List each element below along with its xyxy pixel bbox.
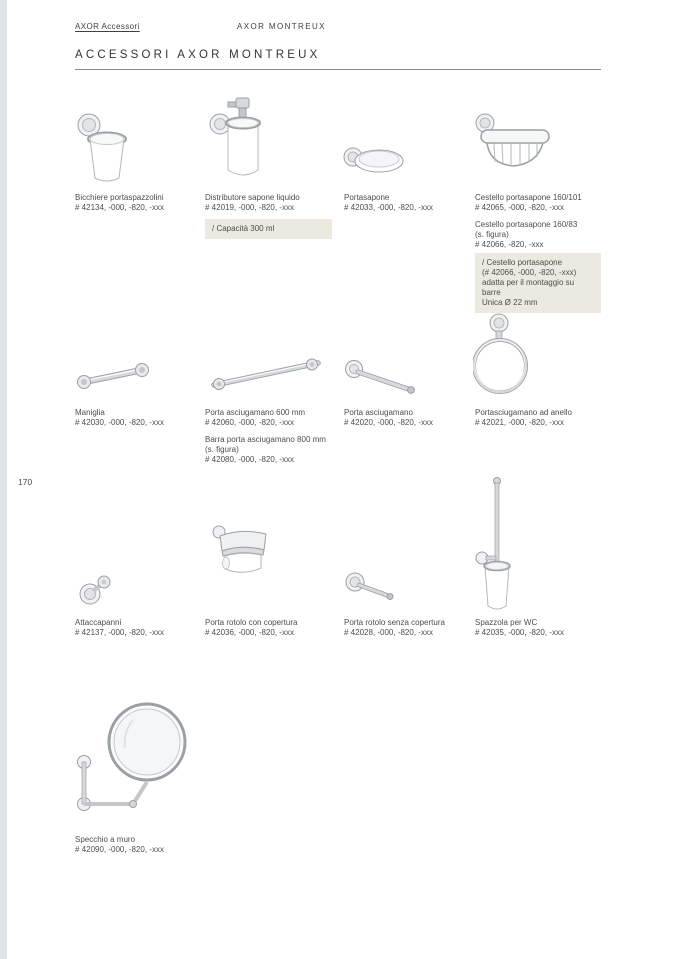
caption-towel-bar xyxy=(205,408,337,428)
product-name: Cestello portasapone 160/101 xyxy=(475,193,582,202)
product-name: Portasciugamano ad anello xyxy=(475,408,572,417)
product-sku: # 42035, -000, -820, -xxx xyxy=(475,628,564,637)
product-sku: # 42019, -000, -820, -xxx xyxy=(205,203,294,212)
breadcrumb-series: AXOR Accessori xyxy=(75,22,140,31)
note-capacity xyxy=(205,219,332,239)
product-sku: # 42028, -000, -820, -xxx xyxy=(344,628,433,637)
caption-wall-mirror xyxy=(75,835,207,855)
product-name: Bicchiere portaspazzolini xyxy=(75,193,164,202)
note-capacity-text: / Capacità 300 ml xyxy=(212,224,275,233)
breadcrumb-collection: AXOR MONTREUX xyxy=(237,22,326,31)
towel-ring-image xyxy=(473,312,528,402)
page-number: 170 xyxy=(18,477,33,487)
product-variant-note: (s. figura) xyxy=(475,230,509,239)
product-name: Porta rotolo senza copertura xyxy=(344,618,445,627)
product-sku: # 42065, -000, -820, -xxx xyxy=(475,203,564,212)
product-name: Maniglia xyxy=(75,408,105,417)
product-variant-name: Cestello portasapone 160/83 xyxy=(475,220,578,229)
product-sku: # 42137, -000, -820, -xxx xyxy=(75,628,164,637)
note-cestello xyxy=(475,253,601,313)
product-name: Spazzola per WC xyxy=(475,618,538,627)
product-sku: # 42036, -000, -820, -xxx xyxy=(205,628,294,637)
note-cestello-line: (# 42066, -000, -820, -xxx) xyxy=(482,268,577,277)
product-variant-note: (s. figura) xyxy=(205,445,239,454)
product-name: Porta rotolo con copertura xyxy=(205,618,298,627)
caption-towel-holder xyxy=(344,408,476,428)
caption-toilet-brush xyxy=(475,618,607,638)
caption-soap-basket xyxy=(475,193,607,213)
caption-soap-basket-variant xyxy=(475,220,607,250)
product-sku: # 42021, -000, -820, -xxx xyxy=(475,418,564,427)
note-cestello-line: Unica Ø 22 mm xyxy=(482,298,538,307)
caption-paper-holder-open xyxy=(344,618,476,638)
soap-dish-image xyxy=(343,136,405,186)
caption-tumbler-holder xyxy=(75,193,207,213)
grab-bar-image xyxy=(76,358,151,393)
title-rule xyxy=(75,69,601,70)
paper-holder-open-image xyxy=(343,566,398,612)
product-name: Specchio a muro xyxy=(75,835,136,844)
product-sku: # 42060, -000, -820, -xxx xyxy=(205,418,294,427)
product-sku: # 42030, -000, -820, -xxx xyxy=(75,418,164,427)
tumbler-holder-image xyxy=(76,108,136,186)
caption-soap-dish xyxy=(344,193,476,213)
product-sku: # 42033, -000, -820, -xxx xyxy=(344,203,433,212)
soap-basket-image xyxy=(473,112,553,182)
product-sku: # 42020, -000, -820, -xxx xyxy=(344,418,433,427)
caption-grab-bar xyxy=(75,408,207,428)
product-name: Porta asciugamano 600 mm xyxy=(205,408,306,417)
product-name: Attaccapanni xyxy=(75,618,122,627)
note-cestello-line: / Cestello portasapone xyxy=(482,258,563,267)
product-sku: # 42090, -000, -820, -xxx xyxy=(75,845,164,854)
wall-mirror-image xyxy=(75,700,190,828)
product-variant-name: Barra porta asciugamano 800 mm xyxy=(205,435,326,444)
robe-hook-image xyxy=(77,568,115,612)
towel-holder-image xyxy=(343,356,418,401)
caption-robe-hook xyxy=(75,618,207,638)
caption-towel-bar-variant xyxy=(205,435,337,465)
toilet-brush-image xyxy=(475,476,517,616)
caption-towel-ring xyxy=(475,408,607,428)
product-name: Distributore sapone liquido xyxy=(205,193,300,202)
product-variant-sku: # 42080, -000, -820, -xxx xyxy=(205,455,294,464)
towel-bar-image xyxy=(205,350,327,398)
product-name: Porta asciugamano xyxy=(344,408,413,417)
product-name: Portasapone xyxy=(344,193,390,202)
product-sku: # 42134, -000, -820, -xxx xyxy=(75,203,164,212)
product-variant-sku: # 42066, -820, -xxx xyxy=(475,240,544,249)
caption-paper-holder-cover xyxy=(205,618,337,638)
note-cestello-line: adatta per il montaggio su barre xyxy=(482,278,575,297)
soap-dispenser-image xyxy=(206,96,271,186)
left-edge-strip xyxy=(0,0,7,959)
paper-holder-cover-image xyxy=(210,520,272,582)
caption-soap-dispenser xyxy=(205,193,337,213)
page-title: ACCESSORI AXOR MONTREUX xyxy=(75,49,321,61)
